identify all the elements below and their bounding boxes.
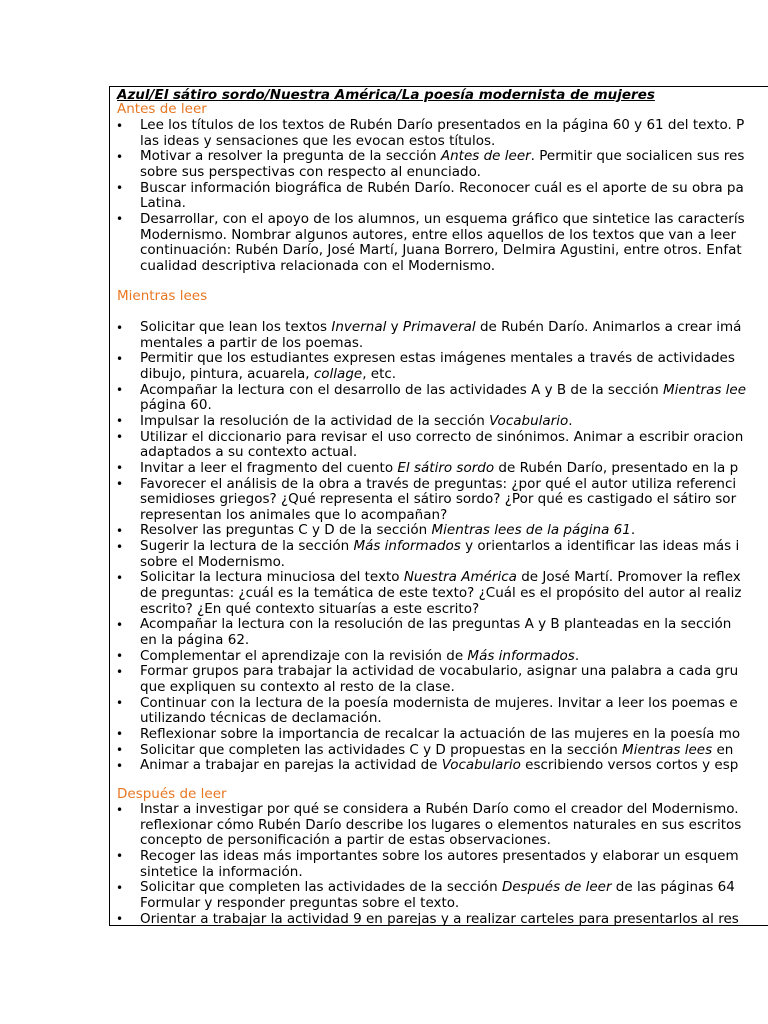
- list-item-line: Lee los títulos de los textos de Rubén Darío presentados en la página 60 y 61 del texto. P: [140, 117, 745, 133]
- list-item-line: Modernismo. Nombrar algunos autores, entre ellos aquellos de los textos que van a leer: [140, 226, 737, 243]
- list-item-line: Solicitar que completen las actividades de la sección Después de leer de las páginas 64: [140, 879, 735, 896]
- bullet-icon: •: [116, 477, 124, 491]
- list-item-line: Animar a trabajar en parejas la actividad de Vocabulario escribiendo versos cortos y esp: [140, 757, 739, 774]
- bullet-icon: •: [116, 181, 124, 196]
- list-item-line: sobre el Modernismo.: [140, 553, 285, 570]
- bullet-icon: •: [116, 880, 124, 895]
- list-item-line: sintetice la información.: [140, 863, 303, 880]
- document-body: [110, 87, 768, 925]
- list-item-line: cualidad descriptiva relacionada con el Modernismo.: [140, 257, 496, 274]
- list-item-line: adaptados a su contexto actual.: [140, 444, 358, 461]
- list-item-line: Reflexionar sobre la importancia de recalcar la actuación de las mujeres en la poesía mo: [140, 725, 741, 742]
- list-item-line: página 60.: [140, 397, 212, 414]
- bullet-icon: •: [116, 149, 124, 164]
- list-item-line: Motivar a resolver la pregunta de la sección Antes de leer. Permitir que socialicen sus res: [140, 148, 745, 165]
- bullet-icon: •: [116, 539, 124, 554]
- list-item-line: las ideas y sensaciones que les evocan estos títulos.: [140, 132, 496, 149]
- list-item-line: mentales a partir de los poemas.: [140, 334, 364, 351]
- list-item-line: Permitir que los estudiantes expresen estas imágenes mentales a través de actividades: [140, 350, 735, 367]
- list-item-line: Desarrollar, con el apoyo de los alumnos, un esquema gráfico que sintetice las caracterís: [140, 210, 745, 227]
- list-item-line: Formar grupos para trabajar la actividad de vocabulario, asignar una palabra a cada gru: [140, 663, 739, 680]
- list-item-line: que expliquen su contexto al resto de la clase.: [140, 678, 455, 695]
- bullet-icon: •: [116, 461, 124, 476]
- bullet-icon: •: [116, 118, 124, 133]
- list-item-line: Impulsar la resolución de la actividad de la sección Vocabulario.: [140, 412, 573, 429]
- list-item-line: Solicitar que lean los textos Invernal y Primaveral de Rubén Darío. Animarlos a crear imá: [140, 319, 742, 335]
- list-item-line: Complementar el aprendizaje con la revisión de Más informados.: [140, 647, 580, 664]
- list-item-line: dibujo, pintura, acuarela, collage, etc.: [140, 365, 397, 382]
- list-item-line: utilizando técnicas de declamación.: [140, 710, 382, 727]
- bullet-icon: •: [116, 758, 124, 773]
- list-item-line: Resolver las preguntas C y D de la sección Mientras lees de la página 61.: [140, 522, 636, 539]
- list-item-line: Continuar con la lectura de la poesía modernista de mujeres. Invitar a leer los poemas e: [140, 694, 738, 711]
- bullet-icon: •: [116, 912, 124, 927]
- bullet-icon: •: [116, 351, 124, 366]
- bullet-icon: •: [116, 523, 124, 538]
- bullet-icon: •: [116, 383, 124, 398]
- section-heading: Antes de leer: [117, 101, 207, 117]
- bullet-icon: •: [116, 212, 124, 227]
- list-item-line: concepto de personificación a partir de estas observaciones.: [140, 832, 551, 849]
- section-heading: Después de leer: [117, 786, 227, 802]
- document-title: Azul/El sátiro sordo/Nuestra América/La poesía modernista de mujeres: [117, 87, 655, 103]
- section-heading: Mientras lees: [117, 288, 208, 304]
- list-item-line: Buscar información biográfica de Rubén Darío. Reconocer cuál es el aporte de su obra pa: [140, 179, 744, 196]
- bullet-icon: •: [116, 570, 124, 585]
- bullet-icon: •: [116, 849, 124, 864]
- list-item-line: Solicitar que completen las actividades C y D propuestas en la sección Mientras lees en: [140, 741, 734, 758]
- bullet-icon: •: [116, 320, 124, 335]
- list-item-line: Utilizar el diccionario para revisar el uso correcto de sinónimos. Animar a escribir oracion: [140, 428, 744, 445]
- list-item-line: Invitar a leer el fragmento del cuento El sátiro sordo de Rubén Darío, presentado en la p: [140, 459, 739, 476]
- list-item-line: Latina.: [140, 195, 186, 212]
- bullet-icon: •: [116, 696, 124, 711]
- list-item-line: Solicitar la lectura minuciosa del texto Nuestra América de José Martí. Promover la reflex: [140, 569, 741, 586]
- list-item-line: reflexionar cómo Rubén Darío describe los lugares o elementos naturales en sus escritos: [140, 816, 742, 833]
- list-item-line: Formular y responder preguntas sobre el texto.: [140, 894, 460, 911]
- list-item-line: de preguntas: ¿cuál es la temática de este texto? ¿Cuál es el propósito del autor al realiz: [140, 585, 742, 602]
- bullet-icon: •: [116, 649, 124, 664]
- bullet-icon: •: [116, 802, 124, 817]
- list-item-line: continuación: Rubén Darío, José Martí, Juana Borrero, Delmira Agustini, entre otros. Enfat: [140, 242, 742, 259]
- list-item-line: Acompañar la lectura con el desarrollo de las actividades A y B de la sección Mientras lee: [140, 381, 747, 398]
- document-frame: [109, 86, 768, 926]
- list-item-line: Sugerir la lectura de la sección Más informados y orientarlos a identificar las ideas más i: [140, 538, 740, 555]
- bullet-icon: •: [116, 727, 124, 742]
- list-item-line: escrito? ¿En qué contexto situarías a este escrito?: [140, 600, 480, 617]
- bullet-icon: •: [116, 664, 124, 679]
- list-item-line: Instar a investigar por qué se considera a Rubén Darío como el creador del Modernismo.: [140, 801, 739, 817]
- list-item-line: Acompañar la lectura con la resolución de las preguntas A y B planteadas en la sección: [140, 616, 732, 633]
- list-item-line: en la página 62.: [140, 632, 250, 648]
- list-item-line: representan los animales que lo acompañan?: [140, 506, 448, 523]
- list-item-line: sobre sus perspectivas con respecto al enunciado.: [140, 163, 481, 180]
- bullet-icon: •: [116, 430, 124, 445]
- list-item-line: semidioses griegos? ¿Qué representa el sátiro sordo? ¿Por qué es castigado el sátiro sor: [140, 491, 737, 508]
- list-item-line: Favorecer el análisis de la obra a través de preguntas: ¿por qué el autor utiliza referenci: [140, 475, 737, 492]
- bullet-icon: •: [116, 414, 124, 429]
- list-item-line: Recoger las ideas más importantes sobre los autores presentados y elaborar un esquem: [140, 847, 739, 864]
- list-item-line: Orientar a trabajar la actividad 9 en parejas y a realizar carteles para presentarlos al res: [140, 910, 739, 927]
- bullet-icon: •: [116, 743, 124, 758]
- bullet-icon: •: [116, 617, 124, 632]
